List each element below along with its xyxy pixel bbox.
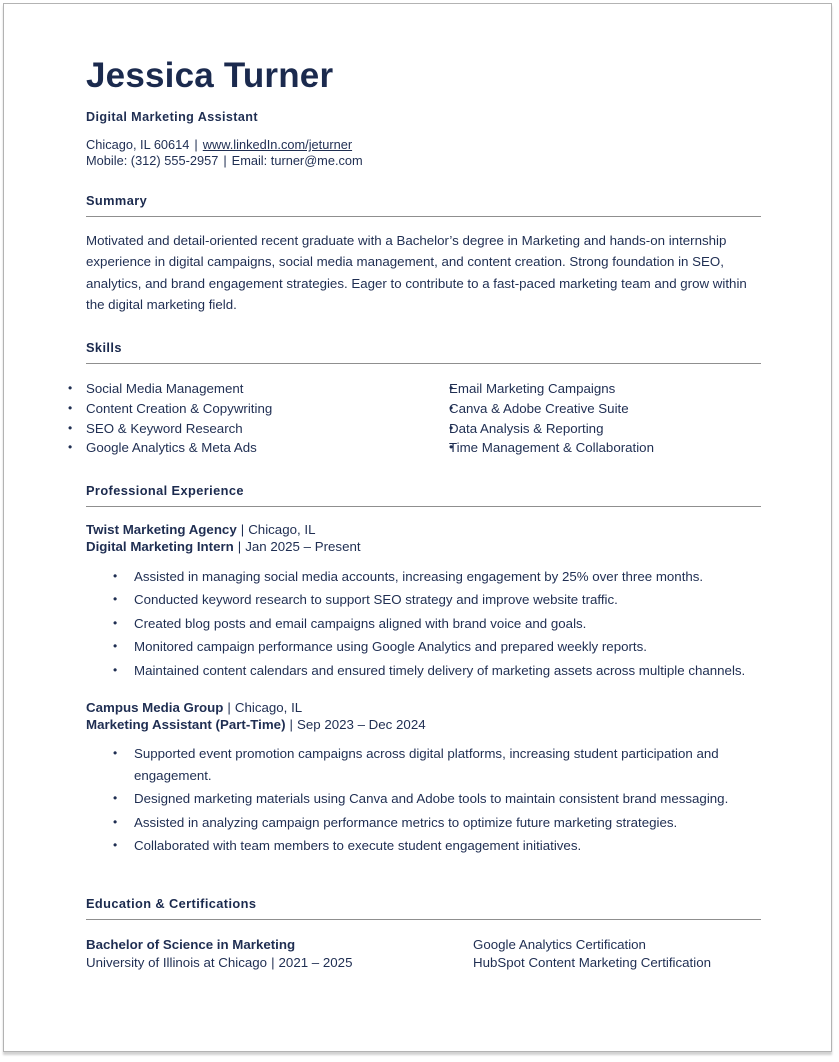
job-entry-twist: [86, 521, 761, 681]
resume-page: [3, 3, 832, 1052]
summary-heading: Summary: [86, 193, 148, 209]
job-bullet: • Created blog posts and email campaigns aligned with brand voice and goals.: [134, 613, 761, 635]
resume-header: [86, 56, 761, 168]
school-years: 2021 – 2025: [278, 955, 353, 971]
job-bullet: • Monitored campaign performance using Google Analytics and prepared weekly reports.: [134, 636, 761, 658]
pipe-separator: |: [240, 522, 245, 538]
section-divider: [86, 363, 761, 364]
job-role-line: [86, 716, 761, 733]
contact-block: [86, 137, 761, 168]
skill-item: • Canva & Adobe Creative Suite: [449, 399, 761, 419]
section-skills: [86, 340, 761, 458]
job-role-line: [86, 538, 761, 555]
job-bullet: • Assisted in managing social media accounts, increasing engagement by 25% over three months.: [134, 566, 761, 588]
job-company: Twist Marketing Agency: [86, 522, 237, 538]
skill-item: • Google Analytics & Meta Ads: [86, 438, 449, 458]
certification-item: HubSpot Content Marketing Certification: [473, 955, 711, 971]
education-heading: Education & Certifications: [86, 895, 257, 911]
pipe-separator: |: [227, 699, 231, 715]
contact-line-2: [86, 153, 761, 169]
summary-text: Motivated and detail-oriented recent graduate with a Bachelor’s degree in Marketing and hands-on internship experience in digital campaigns, social media management, and content creation. Strong foundation in SEO, analytics, and brand engagement strategies. Eager to contribute to a fast-paced marketing team and grow within the digital marketing field.: [86, 233, 747, 313]
job-role: Digital Marketing Intern: [86, 539, 234, 555]
resume-content: [4, 4, 831, 973]
school-line: [86, 954, 473, 972]
contact-line-1: [86, 137, 761, 153]
job-location: Chicago, IL: [248, 522, 316, 538]
pipe-separator: |: [271, 955, 275, 971]
skill-item: • SEO & Keyword Research: [86, 419, 449, 439]
skills-columns: [86, 379, 761, 458]
skills-list-left: [86, 379, 449, 458]
skill-item: • Social Media Management: [86, 379, 449, 399]
skills-list-right: [449, 379, 761, 458]
job-company-line: [86, 521, 761, 538]
job-bullet: • Supported event promotion campaigns across digital platforms, increasing student participation and engagement.: [134, 743, 761, 786]
section-divider: [86, 506, 761, 507]
job-bullet: • Collaborated with team members to execute student engagement initiatives.: [134, 835, 761, 857]
section-education: [86, 896, 761, 973]
job-role: Marketing Assistant (Part-Time): [86, 716, 286, 732]
pipe-separator: |: [223, 152, 227, 168]
person-title: Digital Marketing Assistant: [86, 110, 258, 124]
pipe-separator: |: [194, 137, 198, 152]
job-bullet: • Conducted keyword research to support SEO strategy and improve website traffic.: [134, 589, 761, 611]
pipe-separator: |: [289, 716, 293, 732]
job-bullet: • Designed marketing materials using Canva and Adobe tools to maintain consistent brand messaging.: [134, 788, 761, 810]
job-entry-campus: [86, 699, 761, 857]
education-columns: [86, 936, 761, 973]
skill-item: • Time Management & Collaboration: [449, 438, 761, 458]
contact-email: Email: turner@me.com: [231, 152, 363, 168]
skills-heading: Skills: [86, 340, 122, 356]
certifications-list: [473, 936, 761, 973]
school-name: University of Illinois at Chicago: [86, 955, 268, 971]
contact-mobile: Mobile: (312) 555-2957: [86, 152, 219, 168]
job-bullet: • Assisted in analyzing campaign performance metrics to optimize future marketing strategies.: [134, 812, 761, 834]
section-summary: [86, 193, 761, 315]
certification-item: Google Analytics Certification: [473, 936, 646, 952]
education-entry: [86, 936, 473, 973]
job-bullet: • Maintained content calendars and ensured timely delivery of marketing assets across multiple channels.: [134, 660, 761, 682]
section-experience: [86, 483, 761, 857]
job-bullet-list: [86, 743, 761, 857]
section-divider: [86, 216, 761, 217]
degree-name: Bachelor of Science in Marketing: [86, 936, 296, 952]
pipe-separator: |: [237, 539, 242, 555]
skill-item: • Content Creation & Copywriting: [86, 399, 449, 419]
skill-item: • Data Analysis & Reporting: [449, 419, 761, 439]
linkedin-link[interactable]: www.linkedIn.com/jeturner: [202, 137, 353, 152]
experience-heading: Professional Experience: [86, 483, 244, 499]
job-company-line: [86, 699, 761, 716]
person-name: Jessica Turner: [86, 56, 334, 95]
contact-location: Chicago, IL 60614: [86, 137, 190, 152]
job-location: Chicago, IL: [234, 699, 303, 715]
job-company: Campus Media Group: [86, 699, 224, 715]
job-dates: Sep 2023 – Dec 2024: [296, 716, 426, 732]
job-dates: Jan 2025 – Present: [245, 539, 361, 555]
job-bullet-list: [86, 566, 761, 682]
section-divider: [86, 919, 761, 920]
skill-item: • Email Marketing Campaigns: [449, 379, 761, 399]
